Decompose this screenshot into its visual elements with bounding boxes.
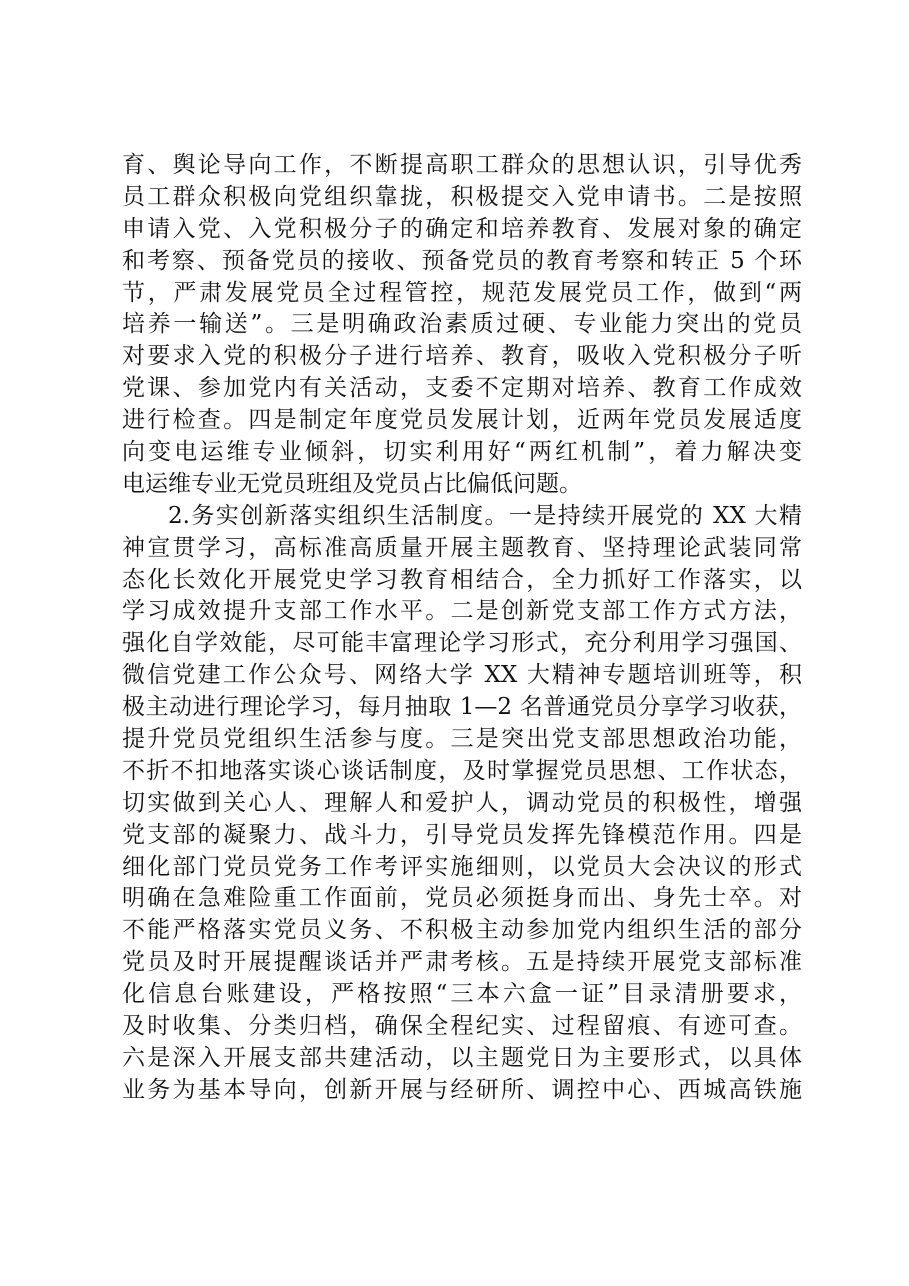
text-line: 细化部门党员党务工作考评实施细则，以党员大会决议的形式 (122, 853, 802, 880)
text-line: 进行检查。四是制定年度党员发展计划，近两年党员发展适度 (122, 407, 802, 434)
text-line: 业务为基本导向，创新开展与经研所、调控中心、西城高铁施 (122, 1076, 802, 1103)
body-text (122, 150, 802, 1107)
text-line: 明确在急难险重工作面前，党员必须挺身而出、身先士卒。对 (122, 885, 802, 912)
text-line: 强化自学效能，尽可能丰富理论学习形式，充分利用学习强国、 (122, 630, 802, 657)
text-line: 化信息台账建设，严格按照“三本六盒一证”目录清册要求， (122, 981, 802, 1008)
text-line: 对要求入党的积极分子进行培养、教育，吸收入党积极分子听 (122, 343, 802, 370)
text-line: 极主动进行理论学习，每月抽取 1—2 名普通党员分享学习收获， (122, 694, 802, 721)
text-line: 员工群众积极向党组织靠拢，积极提交入党申请书。二是按照 (122, 183, 802, 210)
text-line: 六是深入开展支部共建活动，以主题党日为主要形式，以具体 (122, 1044, 802, 1071)
text-line: 党课、参加党内有关活动，支委不定期对培养、教育工作成效 (122, 375, 802, 402)
text-line: 培养一输送”。三是明确政治素质过硬、专业能力突出的党员 (122, 311, 802, 338)
text-line: 党员及时开展提醒谈话并严肃考核。五是持续开展党支部标准 (122, 949, 802, 976)
text-line: 不折不扣地落实谈心谈话制度，及时掌握党员思想、工作状态， (122, 757, 802, 784)
text-line: 及时收集、分类归档，确保全程纪实、过程留痕、有迹可查。 (122, 1013, 802, 1040)
text-line: 学习成效提升支部工作水平。二是创新党支部工作方式方法， (122, 598, 802, 625)
text-line: 申请入党、入党积极分子的确定和培养教育、发展对象的确定 (122, 215, 802, 242)
text-line: 微信党建工作公众号、网络大学 XX 大精神专题培训班等，积 (122, 662, 802, 689)
text-line: 向变电运维专业倾斜，切实利用好“两红机制”，着力解决变 (122, 439, 802, 466)
paragraph-end-line: 电运维专业无党员班组及党员占比偏低问题。 (122, 470, 582, 497)
text-line: 切实做到关心人、理解人和爱护人，调动党员的积极性，增强 (122, 789, 802, 816)
text-line: 育、舆论导向工作，不断提高职工群众的思想认识，引导优秀 (122, 152, 802, 178)
text-line: 节，严肃发展党员全过程管控，规范发展党员工作，做到“两 (122, 279, 802, 306)
text-line: 不能严格落实党员义务、不积极主动参加党内组织生活的部分 (122, 917, 802, 944)
text-line: 和考察、预备党员的接收、预备党员的教育考察和转正 5 个环 (122, 247, 802, 274)
text-line: 提升党员党组织生活参与度。三是突出党支部思想政治功能， (122, 726, 802, 753)
text-line: 态化长效化开展党史学习教育相结合，全力抓好工作落实，以 (122, 566, 802, 593)
text-line: 党支部的凝聚力、战斗力，引导党员发挥先锋模范作用。四是 (122, 821, 802, 848)
section-heading-line: 2.务实创新落实组织生活制度。一是持续开展党的 XX 大精 (168, 502, 802, 529)
text-line: 神宣贯学习，高标准高质量开展主题教育、坚持理论武装同常 (122, 534, 802, 561)
